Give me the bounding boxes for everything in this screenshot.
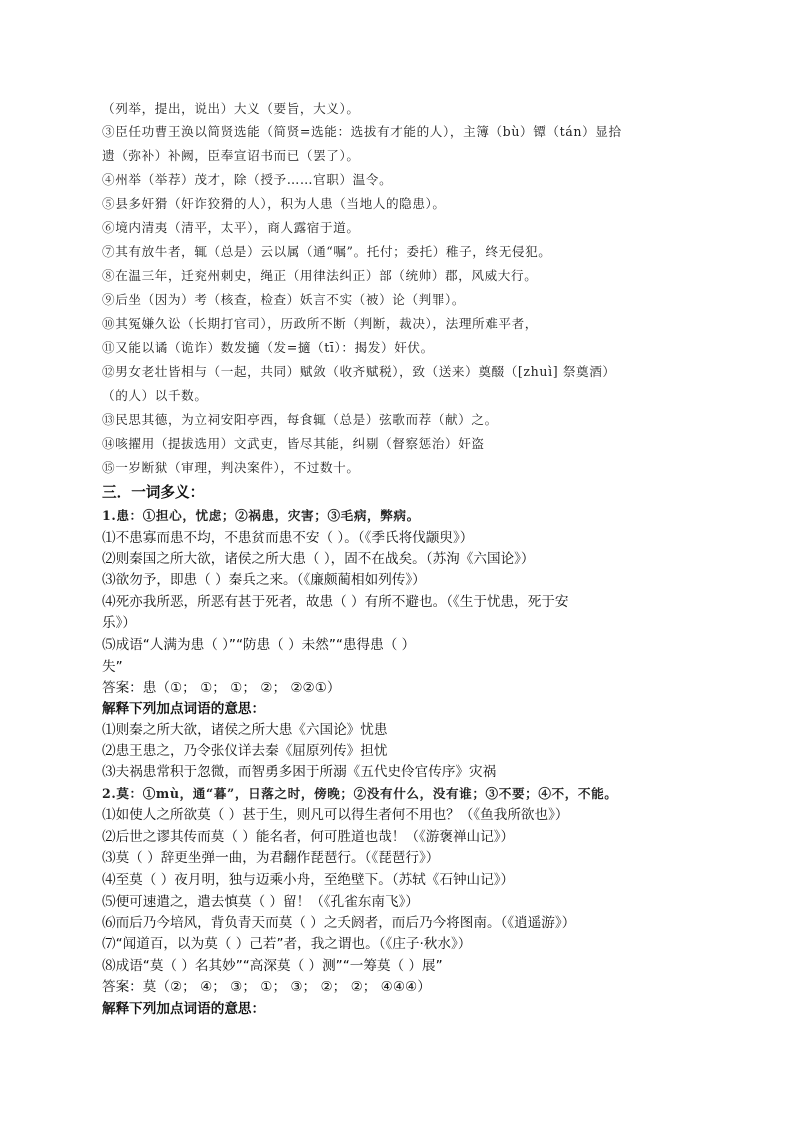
item1-heading: 1.患：①担心，忧虑；②祸患，灾害；③毛病，弊病。 — [102, 508, 420, 523]
item1-line: 乐》） — [102, 615, 136, 631]
passage-line: ⑥境内清夷（清平，太平），商人露宿于道。 — [102, 220, 360, 235]
item2-line: ⑷至莫（ ）夜月明，独与迈乘小舟，至绝壁下。（苏轼《石钟山记》） — [102, 872, 515, 888]
item1-line: ⑸成语“人满为患（ ）”“防患（ ）未然”“患得患（ ） — [102, 637, 416, 653]
passage-line: （的人）以千数。 — [102, 388, 208, 403]
explain-line: ⑶夫祸患常积于忽微，而智勇多困于所溺《五代史伶官传序》灾祸 — [102, 764, 497, 780]
passage-line: ③臣任功曹王涣以简贤选能（简贤=选能：选拔有才能的人），主簿（bù）镡（tán）显拾 — [102, 124, 622, 139]
item1-line: ⑶欲勿予，即患（ ）秦兵之来。（《廉颇蔺相如列传》） — [102, 572, 426, 588]
passage-line: ⑮一岁断狱（审理，判决案件），不过数十。 — [102, 460, 360, 475]
item1-answer: 答案：患（①； ①； ①； ②； ②②①） — [102, 680, 341, 696]
item2-heading: 2.莫：①mù，通“暮”，日落之时，傍晚；②没有什么，没有谁；③不要；④不，不能。 — [102, 786, 618, 801]
explain-line: ⑵患王患之，乃令张仪详去秦《屈原列传》担忧 — [102, 743, 388, 759]
item2-line: ⑴如使人之所欲莫（ ）甚于生，则凡可以得生者何不用也？（《鱼我所欲也》） — [102, 807, 569, 823]
passage-line: ⑬民思其德，为立祠安阳亭西，每食辄（总是）弦歌而荐（献）之。 — [102, 412, 498, 427]
item2-line: ⑹而后乃今培风，背负青天而莫（ ）之夭阏者，而后乃今将图南。（《逍遥游》） — [102, 915, 576, 931]
item2-line: ⑺“闻道百，以为莫（ ）己若”者，我之谓也。（《庄子·秋水》） — [102, 936, 472, 952]
item1-line: ⑵则秦国之所大欲，诸侯之所大患（ ），固不在战矣。（苏洵《六国论》） — [102, 551, 535, 567]
passage-line: ⑤县多奸猾（奸诈狡猾的人），积为人患（当地人的隐患）。 — [102, 196, 446, 211]
item1-line: 失” — [102, 659, 123, 675]
passage-line: ⑫男女老壮皆相与（一起，共同）赋敛（收齐赋税），致（送来）奠醊（[zhuì] 祭奠酒） — [102, 364, 616, 379]
passage-line: ⑧在温三年，迁兖州刺史，绳正（用律法纠正）部（统帅）郡，风威大行。 — [102, 268, 538, 283]
passage-line: ⑦其有放牛者，辄（总是）云以属（通“嘱”。托付；委托）稚子，终无侵犯。 — [102, 244, 552, 259]
passage-line: ⑪又能以谲（诡诈）数发擿（发=擿（tī）：揭发）奸伏。 — [102, 340, 434, 355]
passage-line: 遗（弥补）补阙，臣奉宣诏书而已（罢了）。 — [102, 148, 360, 163]
item2-line: ⑸便可速遣之，遣去慎莫（ ）留！（《孔雀东南飞》） — [102, 894, 419, 910]
passage-line: ⑩其冤嫌久讼（长期打官司），历政所不断（判断，裁决），法理所难平者， — [102, 316, 538, 331]
item2-answer: 答案：莫（②； ④； ③； ①； ③； ②； ②； ④④④） — [102, 979, 431, 995]
item2-line: ⑵后世之谬其传而莫（ ）能名者，何可胜道也哉！（《游褒禅山记》） — [102, 829, 515, 845]
item1-line: ⑷死亦我所恶，所恶有甚于死者，故患（ ）有所不避也。（《生于忧患，死于安 — [102, 594, 569, 610]
section-title: 三．一词多义： — [102, 484, 205, 501]
explain-heading: 解释下列加点词语的意思： — [102, 1001, 266, 1017]
passage-line: ⑨后坐（因为）考（核查，检查）妖言不实（被）论（判罪）。 — [102, 292, 466, 307]
item1-line: ⑴不患寡而患不均，不患贫而患不安（ ）。（《季氏将伐颛臾》） — [102, 530, 474, 546]
item2-line: ⑶莫（ ）辞更坐弹一曲，为君翻作琵琶行。（《琵琶行》） — [102, 850, 440, 866]
explain-line: ⑴则秦之所大欲，诸侯之所大患《六国论》忧患 — [102, 722, 388, 738]
item2-line: ⑻成语“莫（ ）名其妙”“高深莫（ ）测”“一筹莫（ ）展” — [102, 958, 443, 974]
passage-line: ⑭咳擢用（提拔选用）文武吏，皆尽其能，纠剔（督察惩治）奸盗 — [102, 436, 485, 451]
passage-line: （列举，提出，说出）大义（要旨，大义）。 — [102, 101, 360, 116]
explain-heading: 解释下列加点词语的意思： — [102, 701, 266, 717]
passage-line: ④州举（举荐）茂才，除（授予……官职）温令。 — [102, 172, 393, 187]
